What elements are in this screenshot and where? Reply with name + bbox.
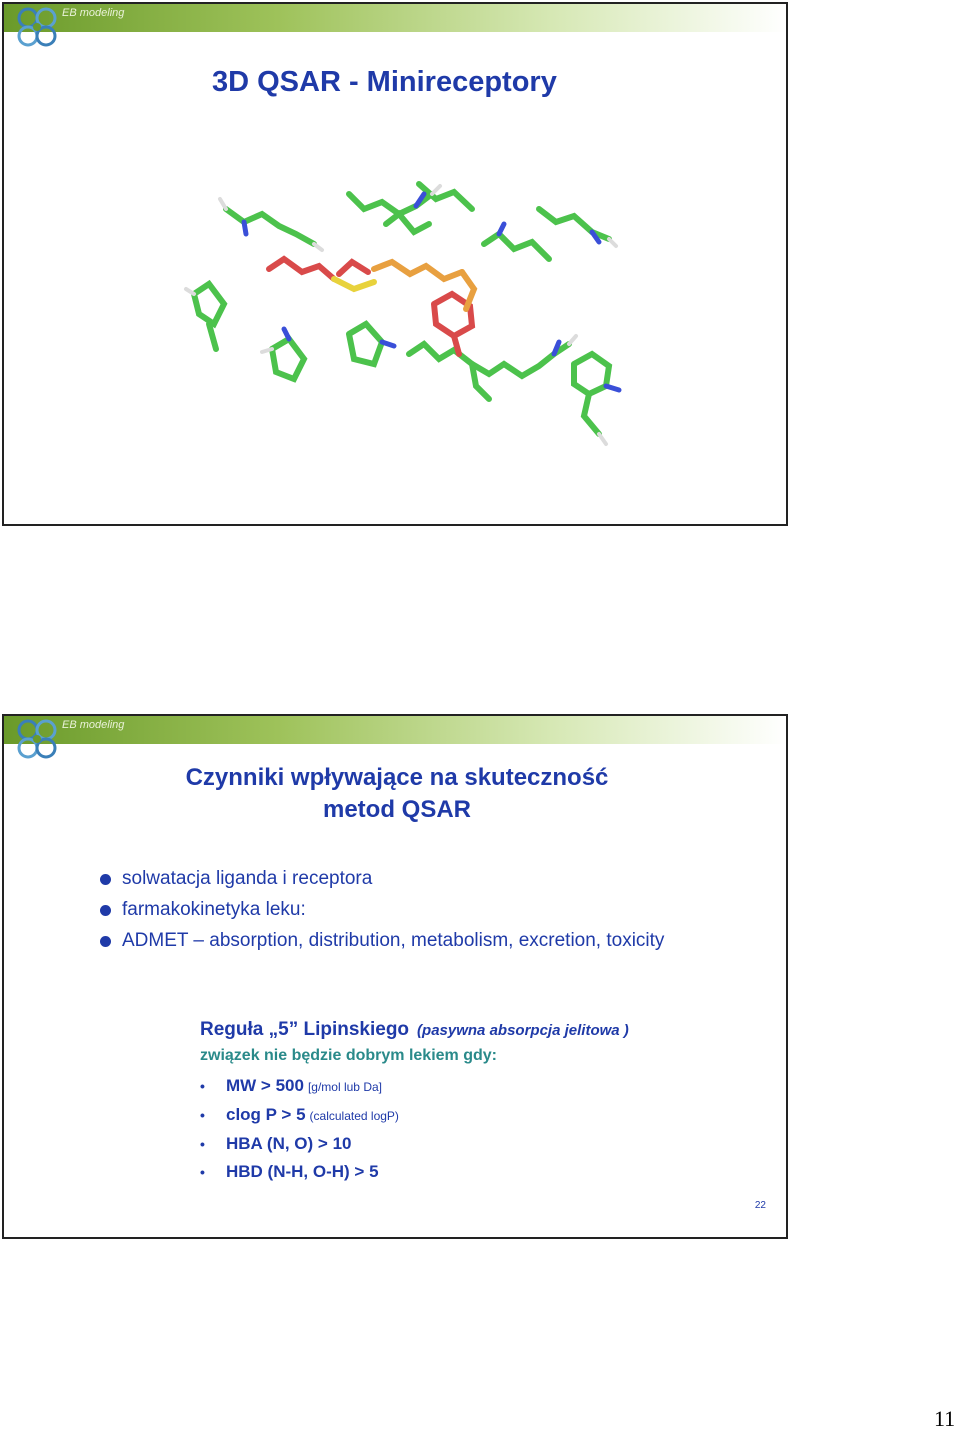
rule-unit: (calculated logP)	[309, 1109, 399, 1123]
list-item	[100, 866, 740, 892]
bullet-icon: •	[200, 1078, 205, 1094]
bullet-icon: •	[200, 1136, 205, 1152]
list-item	[100, 897, 740, 923]
bullet-icon: •	[200, 1164, 205, 1180]
slide-title-line2: metod QSAR	[322, 796, 471, 823]
slide-title: 3D QSAR - Minireceptory	[212, 66, 557, 98]
lipinski-subtitle: związek nie będzie dobrym lekiem gdy:	[200, 1047, 497, 1064]
list-item-text: farmakokinetyka leku:	[122, 899, 306, 920]
lipinski-title	[200, 1017, 780, 1044]
list-item-text: ADMET – absorption, distribution, metabolism, excretion, toxicity	[122, 930, 665, 951]
list-item	[100, 928, 740, 954]
rule-text: HBD (N-H, O-H) > 5	[226, 1162, 379, 1181]
lipinski-title-text: Reguła „5” Lipinskiego	[200, 1019, 410, 1040]
rule-unit: [g/mol lub Da]	[307, 1080, 382, 1094]
rule-item	[200, 1130, 780, 1158]
logo-text: EB modeling	[62, 719, 125, 731]
bullet-icon: •	[200, 1107, 205, 1123]
rule-text: MW > 500	[226, 1076, 304, 1095]
rule-item	[200, 1101, 780, 1130]
logo-icon	[14, 6, 60, 48]
bullet-dot-icon	[100, 936, 111, 947]
lipinski-rule-block	[200, 1017, 780, 1186]
rule-item	[200, 1158, 780, 1186]
rule-text: HBA (N, O) > 10	[226, 1134, 352, 1153]
lipinski-note: (pasywna absorpcja jelitowa )	[417, 1022, 629, 1039]
logo-icon	[14, 718, 60, 760]
rule-text: clog P > 5	[226, 1105, 306, 1124]
rule-item	[200, 1072, 780, 1101]
slide-minireceptors	[2, 2, 788, 526]
factor-list	[100, 866, 740, 959]
bullet-dot-icon	[100, 874, 111, 885]
slide-title-line1: Czynniki wpływające na skuteczność	[185, 764, 609, 791]
slide-number: 22	[754, 1200, 766, 1211]
slide-qsar-factors	[2, 714, 788, 1239]
molecule-structure-image	[154, 154, 644, 464]
list-item-text: solwatacja liganda i receptora	[122, 868, 373, 889]
bullet-dot-icon	[100, 905, 111, 916]
lipinski-rules-list	[200, 1072, 780, 1186]
page-number: 11	[934, 1406, 956, 1431]
logo-text: EB modeling	[62, 7, 125, 19]
